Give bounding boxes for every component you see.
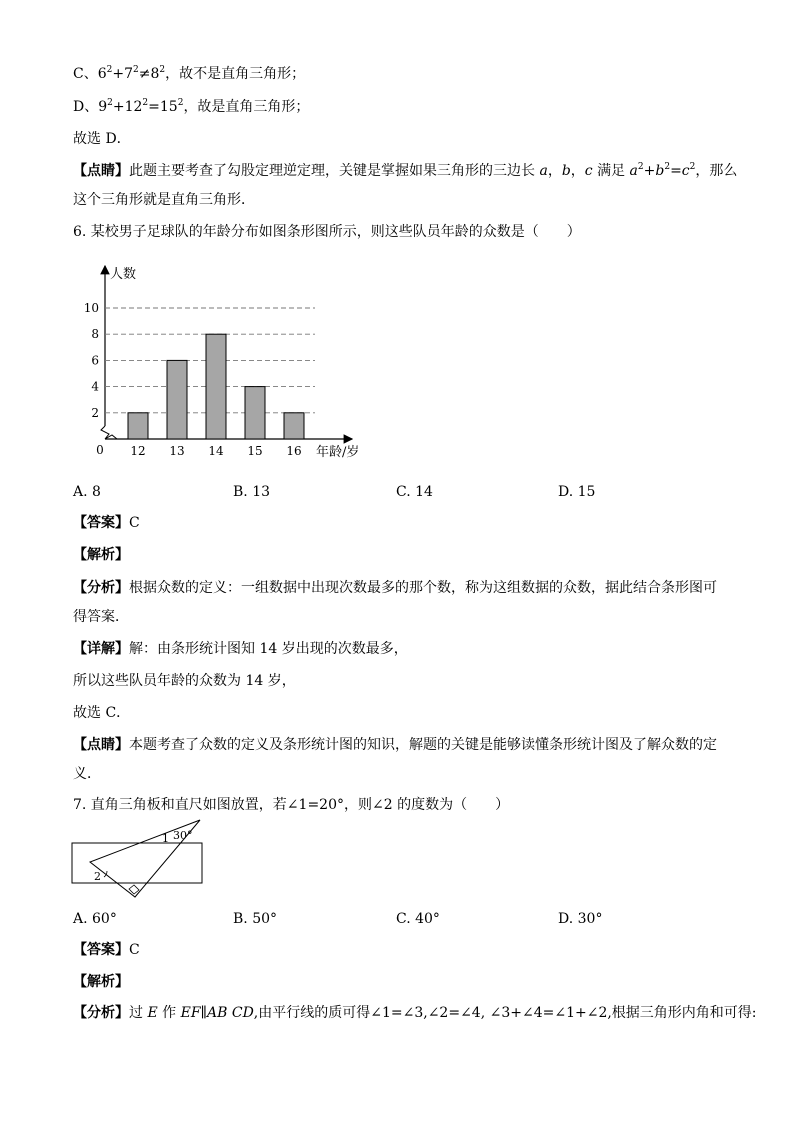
q6-xiangjie-line-2: 所以这些队员年龄的众数为 14 岁， — [73, 673, 296, 689]
q5-comment-line-2: 这个三角形就是直角三角形． — [73, 192, 255, 208]
q7-fenxi-line: 【分析】过 E 作 EF∥AB CD,由平行线的质可得∠1=∠3,∠2=∠4, ∠3+∠4=∠1+∠2,根据三角形内角和可得: — [73, 1005, 757, 1021]
y-tick-label: 6 — [91, 353, 99, 368]
q6-option-b[interactable]: B. 13 — [233, 484, 271, 500]
bar-15 — [245, 387, 265, 439]
label-angle-1: 1 — [162, 832, 169, 845]
q7-figure — [70, 815, 220, 900]
q7-option-d[interactable]: D. 30° — [558, 911, 603, 927]
q6-analysis-tag: 【解析】 — [73, 547, 129, 563]
x-tick-label: 15 — [247, 444, 263, 458]
q7-option-a[interactable]: A. 60° — [73, 911, 117, 927]
x-tick-label: 13 — [169, 444, 185, 458]
q6-option-a[interactable]: A. 8 — [73, 484, 101, 500]
x-axis-label: 年龄/岁 — [316, 445, 360, 460]
q6-fenxi-line-2: 得答案． — [73, 609, 129, 625]
q5-comment-line-1: 【点睛】此题主要考查了勾股定理逆定理，关键是掌握如果三角形的三边长 a，b，c 满足 $a^2+b^2=c^2$，那么 — [73, 162, 738, 179]
q6-xiangjie-line-1: 【详解】解：由条形统计图知 14 岁出现的次数最多， — [73, 641, 408, 657]
q7-answer: 【答案】C — [73, 942, 140, 958]
right-angle-mark — [129, 885, 139, 894]
q6-stem: 6. 某校男子足球队的年龄分布如图条形图所示，则这些队员年龄的众数是（ ） — [73, 224, 581, 240]
bar-14 — [206, 334, 226, 439]
q7-option-c[interactable]: C. 40° — [396, 911, 440, 927]
q6-answer: 【答案】C — [73, 515, 140, 531]
label-angle-2: 2 — [94, 870, 101, 883]
bar-16 — [284, 413, 304, 439]
q7-option-b[interactable]: B. 50° — [233, 911, 278, 927]
q7-analysis-tag: 【解析】 — [73, 974, 129, 990]
bar-13 — [167, 360, 187, 439]
y-tick-label: 4 — [91, 379, 99, 394]
q6-comment-line-1: 【点睛】本题考查了众数的定义及条形统计图的知识，解题的关键是能够读懂条形统计图及了解众数的定 — [73, 737, 717, 753]
y-tick-label: 10 — [83, 301, 99, 315]
origin-label: 0 — [96, 443, 104, 457]
y-tick-label: 2 — [91, 405, 99, 420]
option-d-line: D、$9^2+12^2=15^2$，故是直角三角形； — [73, 98, 310, 115]
label-30-degree: 30° — [173, 829, 193, 842]
axis-break — [101, 426, 117, 439]
q6-fenxi-line-1: 【分析】根据众数的定义：一组数据中出现次数最多的那个数，称为这组数据的众数，据此结合条形图可 — [73, 580, 717, 596]
q6-option-d[interactable]: D. 15 — [558, 484, 596, 500]
q5-conclusion: 故选 D． — [73, 131, 131, 147]
x-tick-label: 12 — [130, 444, 146, 458]
bar-12 — [128, 413, 148, 439]
q7-stem: 7. 直角三角板和直尺如图放置，若∠1=20°，则∠2 的度数为（ ） — [73, 797, 510, 813]
q6-conclusion: 故选 C． — [73, 705, 131, 721]
x-tick-label: 16 — [286, 444, 302, 458]
y-axis-label: 人数 — [110, 267, 137, 282]
option-c-line: C、$6^2+7^2\ne 8^2$，故不是直角三角形； — [73, 65, 306, 82]
q6-bar-chart — [70, 258, 370, 468]
q6-option-c[interactable]: C. 14 — [396, 484, 433, 500]
x-tick-label: 14 — [208, 444, 224, 458]
y-tick-label: 8 — [91, 327, 99, 342]
q6-comment-line-2: 义． — [73, 766, 101, 782]
